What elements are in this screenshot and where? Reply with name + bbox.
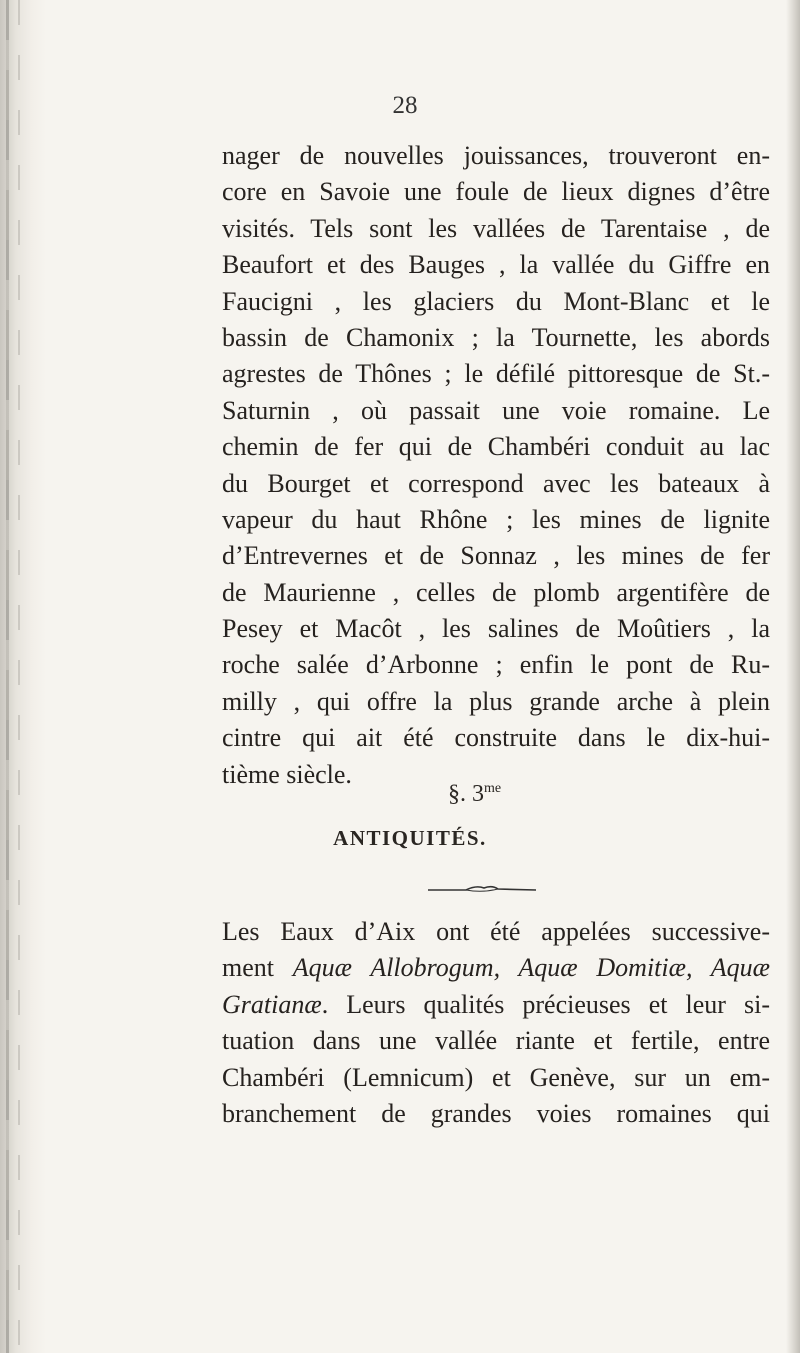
text-line: milly , qui offre la plus grande arche à plein — [222, 686, 770, 716]
text-line: tième siècle. — [222, 759, 352, 789]
text-line: roche salée d’Arbonne ; enfin le pont de Ru- — [222, 650, 770, 680]
text-line: Saturnin , où passait une voie romaine. Le — [222, 395, 770, 425]
text-line: tuation dans une vallée riante et fertile, entre — [222, 1026, 770, 1056]
text-line: cintre qui ait été construite dans le dix-hui- — [222, 723, 770, 753]
text-line: bassin de Chamonix ; la Tournette, les abords — [222, 322, 770, 352]
text-line: d’Entrevernes et de Sonnaz , les mines de fer — [222, 541, 770, 571]
text-line: Beaufort et des Bauges , la vallée du Giffre en — [222, 250, 770, 280]
book-gutter-shadow — [0, 0, 46, 1353]
section-number — [448, 781, 501, 808]
paragraph-2 — [222, 914, 770, 1132]
text-line: chemin de fer qui de Chambéri conduit au lac — [222, 432, 770, 462]
text-line: core en Savoie une foule de lieux dignes d’être — [222, 177, 770, 207]
text-line: Faucigni , les glaciers du Mont-Blanc et le — [222, 286, 770, 316]
text-line: Les Eaux d’Aix ont été appelées successive- — [222, 917, 770, 946]
text-line-mixed — [222, 950, 770, 986]
text-line-mixed — [222, 987, 770, 1023]
text-line: du Bourget et correspond avec les bateaux à — [222, 468, 770, 498]
page-number: 28 — [392, 92, 418, 119]
section-superscript: me — [484, 781, 502, 796]
latin-names: Aquæ Allobrogum, Aquæ Domitiæ, Aquæ — [292, 953, 770, 983]
text-line: branchement de grandes voies romaines qui — [222, 1098, 770, 1128]
divider-ornament — [426, 884, 538, 894]
section-mark-text: §. 3 — [448, 781, 484, 807]
paragraph-1 — [222, 138, 770, 793]
text-line: vapeur du haut Rhône ; les mines de lignite — [222, 504, 770, 534]
text-run: . Leurs qualités précieuses et leur si- — [321, 989, 770, 1019]
text-run: ment — [222, 953, 293, 983]
text-line: Chambéri (Lemnicum) et Genève, sur un em- — [222, 1062, 770, 1092]
section-heading: ANTIQUITÉS. — [333, 826, 487, 850]
text-line: agrestes de Thônes ; le défilé pittoresque de St.- — [222, 359, 770, 389]
page-right-edge — [786, 0, 800, 1353]
text-line: de Maurienne , celles de plomb argentifère de — [222, 577, 770, 607]
text-line: nager de nouvelles jouissances, trouveront en- — [222, 141, 770, 170]
text-line: Pesey et Macôt , les salines de Moûtiers , la — [222, 614, 770, 644]
text-line: visités. Tels sont les vallées de Tarentaise , de — [222, 213, 770, 243]
latin-name: Gratianæ — [222, 989, 322, 1019]
